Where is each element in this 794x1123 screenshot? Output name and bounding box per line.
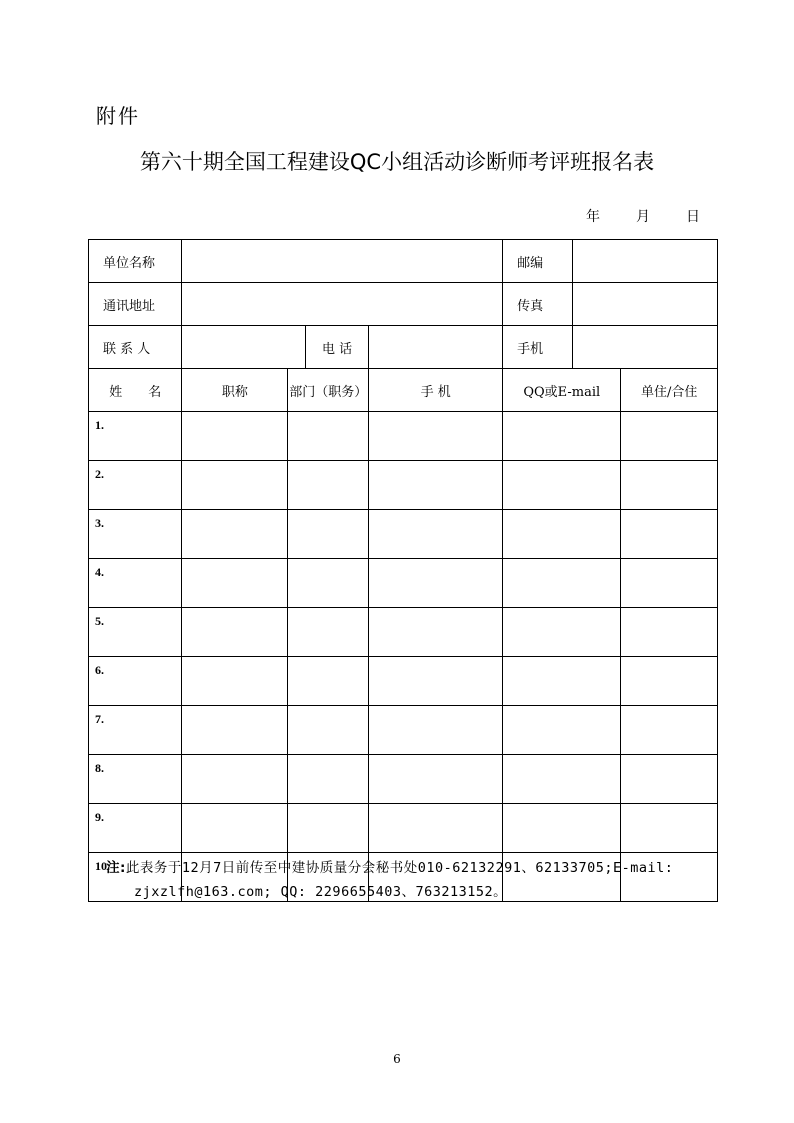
- unit-name-field[interactable]: [182, 240, 503, 283]
- cell-mobile[interactable]: [369, 657, 503, 706]
- table-row: [89, 804, 718, 853]
- footnote-line-1: [106, 856, 726, 880]
- cell-room[interactable]: [621, 804, 718, 853]
- postcode-field[interactable]: [572, 240, 717, 283]
- cell-title[interactable]: [182, 510, 288, 559]
- row-number: 2.: [89, 461, 182, 510]
- row-unit-name: [89, 240, 718, 283]
- cell-qq-email[interactable]: [503, 755, 621, 804]
- table-row: [89, 461, 718, 510]
- cell-room[interactable]: [621, 755, 718, 804]
- cell-mobile[interactable]: [369, 706, 503, 755]
- col-header-qq-email: QQ或E-mail: [503, 369, 621, 412]
- cell-room[interactable]: [621, 510, 718, 559]
- cell-mobile[interactable]: [369, 755, 503, 804]
- row-contact: [89, 326, 718, 369]
- row-number: 5.: [89, 608, 182, 657]
- fax-field[interactable]: [572, 283, 717, 326]
- cell-dept[interactable]: [288, 804, 369, 853]
- mobile-label: 手机: [503, 326, 573, 369]
- row-number: 8.: [89, 755, 182, 804]
- unit-name-label: 单位名称: [89, 240, 182, 283]
- fax-label: 传真: [503, 283, 573, 326]
- cell-qq-email[interactable]: [503, 657, 621, 706]
- phone-label: 电 话: [305, 326, 368, 369]
- cell-room[interactable]: [621, 559, 718, 608]
- cell-title[interactable]: [182, 804, 288, 853]
- date-day-label: 日: [686, 209, 700, 225]
- postcode-label: 邮编: [503, 240, 573, 283]
- table-row: [89, 706, 718, 755]
- cell-mobile[interactable]: [369, 804, 503, 853]
- row-number: 3.: [89, 510, 182, 559]
- registration-table: [88, 239, 718, 902]
- footnote: [106, 856, 726, 904]
- cell-dept[interactable]: [288, 608, 369, 657]
- cell-title[interactable]: [182, 657, 288, 706]
- cell-dept[interactable]: [288, 510, 369, 559]
- table-row: [89, 657, 718, 706]
- cell-room[interactable]: [621, 412, 718, 461]
- cell-dept[interactable]: [288, 706, 369, 755]
- table-row: [89, 608, 718, 657]
- row-number: 4.: [89, 559, 182, 608]
- cell-qq-email[interactable]: [503, 461, 621, 510]
- table-row: [89, 755, 718, 804]
- table-row: [89, 559, 718, 608]
- row-address: [89, 283, 718, 326]
- cell-dept[interactable]: [288, 657, 369, 706]
- cell-room[interactable]: [621, 461, 718, 510]
- cell-mobile[interactable]: [369, 559, 503, 608]
- col-header-title: 职称: [182, 369, 288, 412]
- participants-header-row: [89, 369, 718, 412]
- cell-qq-email[interactable]: [503, 510, 621, 559]
- cell-room[interactable]: [621, 657, 718, 706]
- row-number: 6.: [89, 657, 182, 706]
- address-field[interactable]: [182, 283, 503, 326]
- footnote-mark: 注:: [106, 860, 126, 876]
- col-header-name: 姓 名: [89, 369, 182, 412]
- contact-field[interactable]: [182, 326, 306, 369]
- cell-qq-email[interactable]: [503, 804, 621, 853]
- row-number: 10.: [89, 853, 182, 902]
- cell-title[interactable]: [182, 706, 288, 755]
- cell-title[interactable]: [182, 559, 288, 608]
- cell-qq-email[interactable]: [503, 706, 621, 755]
- cell-room[interactable]: [621, 608, 718, 657]
- row-number: 1.: [89, 412, 182, 461]
- page-title: 第六十期全国工程建设QC小组活动诊断师考评班报名表: [139, 150, 655, 174]
- col-header-room: 单住/合住: [621, 369, 718, 412]
- table-row: [89, 510, 718, 559]
- col-header-mobile: 手 机: [369, 369, 503, 412]
- cell-dept[interactable]: [288, 559, 369, 608]
- attachment-label: 附件: [96, 104, 140, 128]
- cell-mobile[interactable]: [369, 412, 503, 461]
- cell-mobile[interactable]: [369, 510, 503, 559]
- contact-label: 联 系 人: [89, 326, 182, 369]
- cell-title[interactable]: [182, 755, 288, 804]
- cell-dept[interactable]: [288, 461, 369, 510]
- date-year-label: 年: [586, 209, 600, 225]
- cell-mobile[interactable]: [369, 608, 503, 657]
- row-number: 7.: [89, 706, 182, 755]
- cell-room[interactable]: [621, 706, 718, 755]
- row-number: 9.: [89, 804, 182, 853]
- date-month-label: 月: [636, 209, 650, 225]
- cell-title[interactable]: [182, 412, 288, 461]
- mobile-field[interactable]: [572, 326, 717, 369]
- table-row: [89, 412, 718, 461]
- cell-title[interactable]: [182, 461, 288, 510]
- footnote-text-1: 此表务于12月7日前传至中建协质量分会秘书处010-62132291、62133705;E-mail:: [125, 860, 674, 876]
- cell-mobile[interactable]: [369, 461, 503, 510]
- cell-qq-email[interactable]: [503, 559, 621, 608]
- page-number: 6: [393, 1052, 401, 1066]
- footnote-text-2: zjxzlfh@163.com; QQ: 2296655403、763213152。: [134, 884, 508, 900]
- cell-dept[interactable]: [288, 412, 369, 461]
- address-label: 通讯地址: [89, 283, 182, 326]
- phone-field[interactable]: [369, 326, 503, 369]
- cell-title[interactable]: [182, 608, 288, 657]
- col-header-dept: 部门（职务）: [288, 369, 369, 412]
- cell-qq-email[interactable]: [503, 412, 621, 461]
- cell-dept[interactable]: [288, 755, 369, 804]
- cell-qq-email[interactable]: [503, 608, 621, 657]
